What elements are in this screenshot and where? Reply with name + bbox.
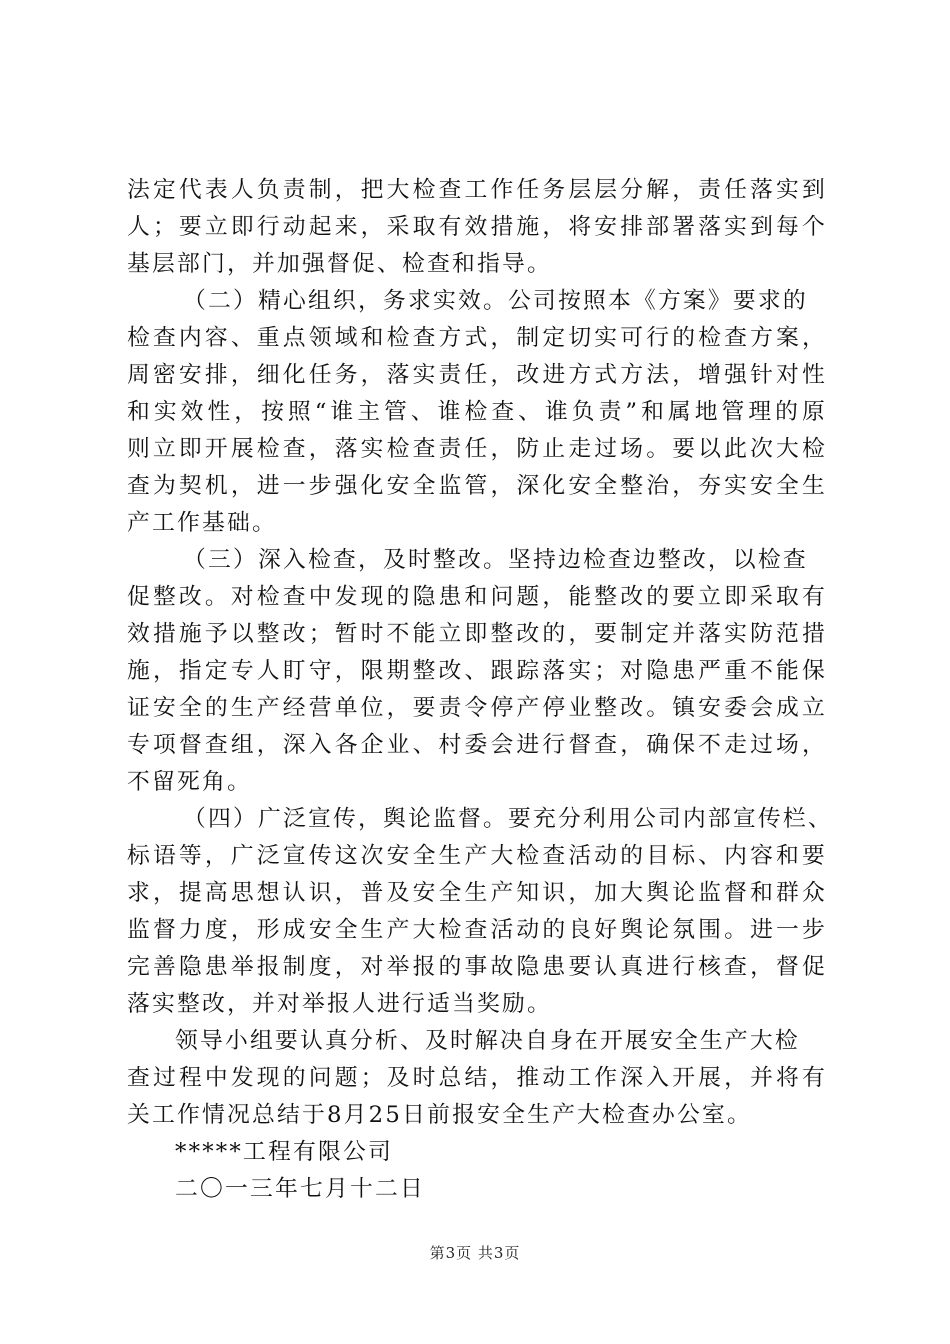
document-body — [127, 172, 833, 1208]
text-line: 产工作基础。 — [127, 510, 277, 536]
signature-company: *****工程有限公司 — [175, 1139, 393, 1165]
text-line: 专项督查组，深入各企业、村委会进行督查，确保不走过场， — [127, 732, 827, 758]
paragraph-start-line: （三）深入检查，及时整改。坚持边检查边整改，以检查 — [183, 547, 808, 573]
text-line: 法定代表人负责制，把大检查工作任务层层分解，责任落实到 — [127, 177, 827, 203]
page-number-footer: 第3页 共3页 — [429, 1244, 521, 1262]
signature-date: 二〇一三年七月十二日 — [175, 1176, 425, 1202]
text-line: 落实整改，并对举报人进行适当奖励。 — [127, 991, 552, 1017]
text-line: 施，指定专人盯守，限期整改、跟踪落实；对隐患严重不能保 — [127, 658, 827, 684]
text-line: 完善隐患举报制度，对举报的事故隐患要认真进行核查，督促 — [127, 954, 827, 980]
paragraph-start-line: （二）精心组织，务求实效。公司按照本《方案》要求的 — [183, 288, 808, 314]
text-line: 基层部门，并加强督促、检查和指导。 — [127, 251, 552, 277]
text-line: 和实效性，按照“谁主管、谁检查、谁负责”和属地管理的原 — [127, 399, 827, 425]
text-line: 查过程中发现的问题；及时总结，推动工作深入开展，并将有 — [127, 1065, 827, 1091]
paragraph-start-line: 领导小组要认真分析、及时解决自身在开展安全生产大检 — [175, 1028, 800, 1054]
text-line: 检查内容、重点领域和检查方式，制定切实可行的检查方案， — [127, 325, 827, 351]
text-line: 周密安排，细化任务，落实责任，改进方式方法，增强针对性 — [127, 362, 827, 388]
text-line: 效措施予以整改；暂时不能立即整改的，要制定并落实防范措 — [127, 621, 827, 647]
text-line: 证安全的生产经营单位，要责令停产停业整改。镇安委会成立 — [127, 695, 827, 721]
text-line: 求，提高思想认识，普及安全生产知识，加大舆论监督和群众 — [127, 880, 827, 906]
text-line: 不留死角。 — [127, 769, 252, 795]
text-line: 关工作情况总结于8月25日前报安全生产大检查办公室。 — [127, 1102, 753, 1128]
paragraph-start-line: （四）广泛宣传，舆论监督。要充分利用公司内部宣传栏、 — [183, 806, 833, 832]
text-line: 监督力度，形成安全生产大检查活动的良好舆论氛围。进一步 — [127, 917, 827, 943]
text-line: 促整改。对检查中发现的隐患和问题，能整改的要立即采取有 — [127, 584, 827, 610]
text-line: 查为契机，进一步强化安全监管，深化安全整治，夯实安全生 — [127, 473, 827, 499]
text-line: 人；要立即行动起来，采取有效措施，将安排部署落实到每个 — [127, 214, 827, 240]
text-line: 则立即开展检查，落实检查责任，防止走过场。要以此次大检 — [127, 436, 827, 462]
text-line: 标语等，广泛宣传这次安全生产大检查活动的目标、内容和要 — [127, 843, 827, 869]
